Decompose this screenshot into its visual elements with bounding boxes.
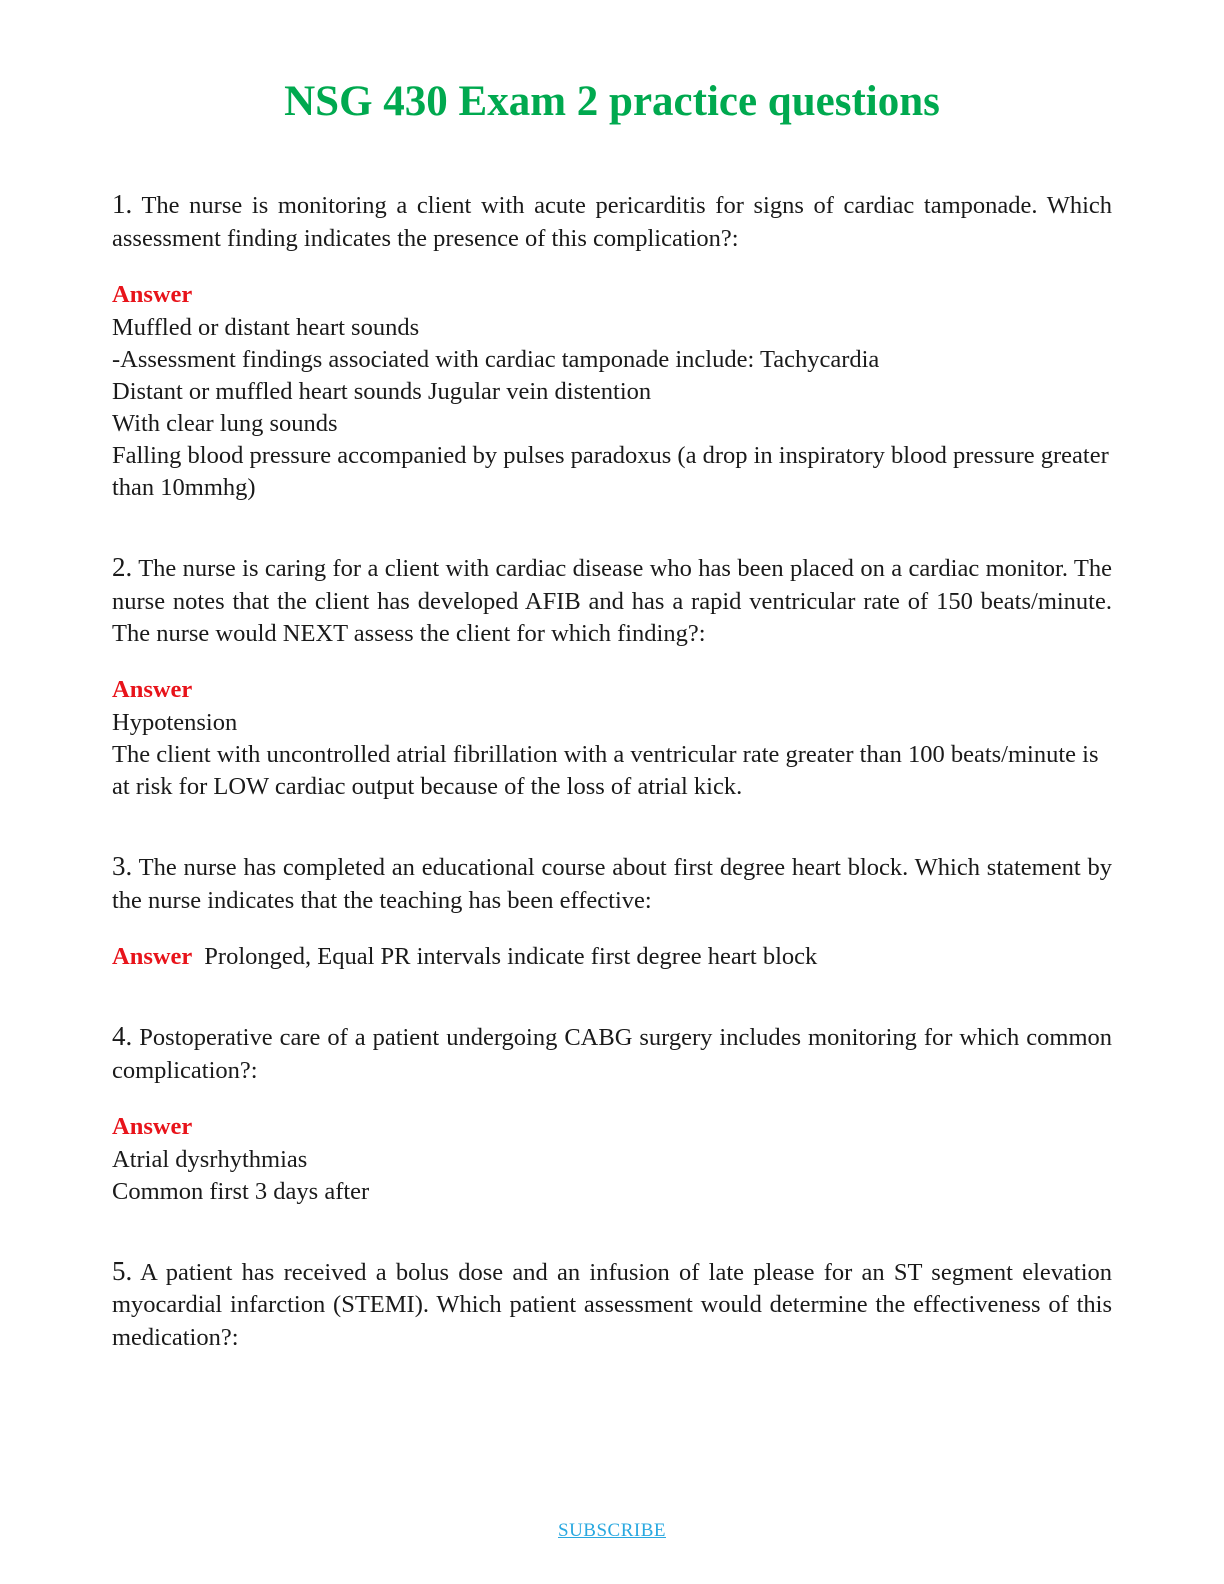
answer-block-2: [112, 674, 1112, 803]
question-text-3: [112, 849, 1112, 917]
answer-line: Hypotension: [112, 708, 238, 736]
answer-label-3: Answer: [112, 942, 193, 970]
question-text-5: [112, 1254, 1112, 1354]
answer-label-2: Answer: [112, 676, 193, 704]
answer-lines-1: [112, 312, 1112, 505]
qa-block-4: [112, 1019, 1112, 1207]
qa-block-1: [112, 187, 1112, 504]
answer-block-3: [112, 941, 1112, 973]
page-title: NSG 430 Exam 2 practice questions: [284, 78, 940, 125]
answer-lines-4: [112, 1144, 1112, 1208]
answer-inline-text-3: Prolonged, Equal PR intervals indicate first degree heart block: [204, 942, 818, 970]
answer-label-1: Answer: [112, 281, 193, 309]
question-text-2: [112, 550, 1112, 650]
answer-line: Atrial dysrhythmias: [112, 1145, 308, 1173]
question-text-4: [112, 1019, 1112, 1087]
answer-block-4: [112, 1111, 1112, 1208]
question-body-1: The nurse is monitoring a client with acute pericarditis for signs of cardiac tamponade. Which assessment finding indicates the presence of this complication?:: [112, 192, 1113, 252]
qa-block-3: [112, 849, 1112, 973]
question-body-2: The nurse is caring for a client with cardiac disease who has been placed on a cardiac monitor. The nurse notes that the client has developed AFIB and has a rapid ventricular rate of 150 beats/minute. The nurse would NEXT assess the client for which finding?:: [112, 555, 1112, 648]
question-number-4: 4.: [112, 1021, 133, 1052]
question-number-3: 3.: [112, 851, 133, 882]
question-body-3: The nurse has completed an educational course about first degree heart block. Which statement by the nurse indicates that the teaching has been effective:: [112, 854, 1112, 914]
page-footer: [0, 1520, 1224, 1542]
answer-line: With clear lung sounds: [112, 409, 338, 437]
qa-block-5: [112, 1254, 1112, 1354]
subscribe-link[interactable]: SUBSCRIBE: [558, 1520, 666, 1541]
answer-line: Muffled or distant heart sounds: [112, 313, 420, 341]
qa-block-2: [112, 550, 1112, 803]
answer-line: The client with uncontrolled atrial fibrillation with a ventricular rate greater than 100 beats/minute is at risk for LOW cardiac output because of the loss of atrial kick.: [112, 740, 1099, 800]
question-body-5: A patient has received a bolus dose and an infusion of late please for an ST segment elevation myocardial infarction (STEMI). Which patient assessment would determine the effectiveness of this medication?:: [112, 1258, 1112, 1351]
answer-line: Distant or muffled heart sounds Jugular vein distention: [112, 377, 652, 405]
answer-lines-2: [112, 707, 1112, 803]
answer-block-1: [112, 279, 1112, 504]
question-text-1: [112, 187, 1112, 255]
answer-line: -Assessment findings associated with cardiac tamponade include: Tachycardia: [112, 345, 880, 373]
answer-label-4: Answer: [112, 1113, 193, 1141]
answer-line: Falling blood pressure accompanied by pulses paradoxus (a drop in inspiratory blood pressure greater than 10mmhg): [112, 441, 1109, 502]
question-body-4: Postoperative care of a patient undergoing CABG surgery includes monitoring for which common complication?:: [112, 1024, 1113, 1084]
answer-line: Common first 3 days after: [112, 1177, 370, 1205]
question-number-5: 5.: [112, 1255, 133, 1286]
question-number-1: 1.: [112, 189, 133, 220]
question-number-2: 2.: [112, 552, 133, 583]
